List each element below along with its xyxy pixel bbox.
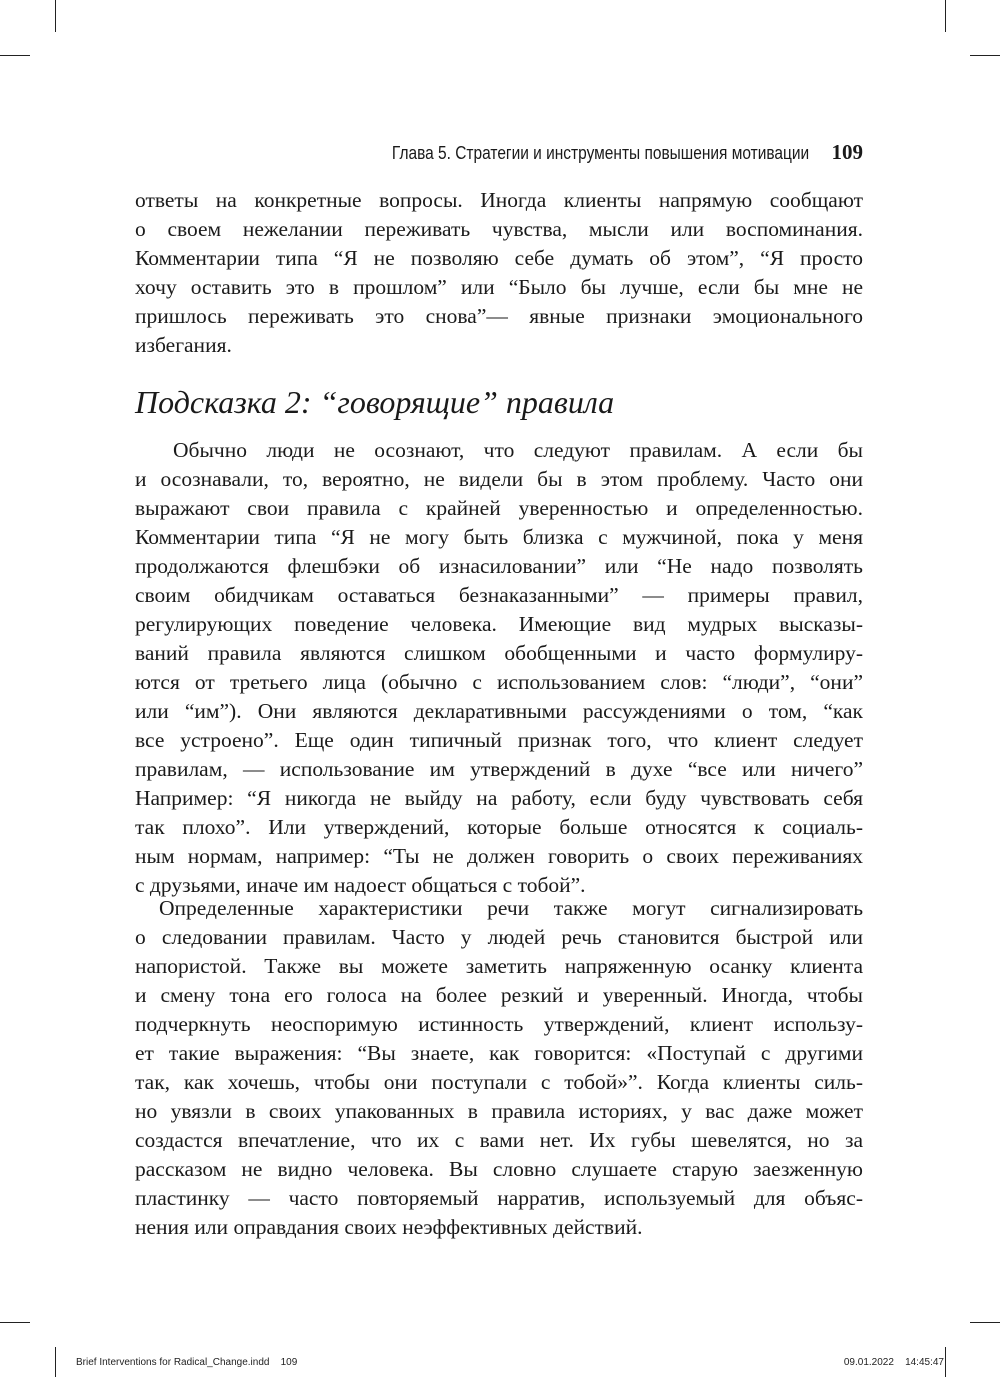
page-number: 109 bbox=[831, 140, 863, 164]
crop-mark bbox=[55, 1347, 56, 1377]
text-line: регулирующих поведение человека. Имеющие вид мудрых высказы- bbox=[135, 612, 863, 636]
text-line: о своем нежелании переживать чувства, мысли или воспоминания. bbox=[135, 217, 863, 241]
text-line: Комментарии типа “Я не позволяю себе думать об этом”, “Я просто bbox=[135, 246, 863, 270]
crop-mark bbox=[0, 55, 30, 56]
text-line: Определенные характеристики речи также могут сигнализировать bbox=[159, 896, 863, 920]
footer-timestamp bbox=[844, 1357, 944, 1368]
text-line: но увязли в своих упакованных в правила историях, у вас даже может bbox=[135, 1099, 863, 1123]
crop-mark bbox=[945, 0, 946, 32]
paragraph-2 bbox=[135, 436, 863, 900]
text-line: правилам, — использование им утверждений в духе “все или ничего” bbox=[135, 757, 863, 781]
text-line: или “им”). Они являются декларативными рассуждениями о том, “как bbox=[135, 699, 863, 723]
text-line: ются от третьего лица (обычно с использованием слов: “люди”, “они” bbox=[135, 670, 863, 694]
running-header bbox=[135, 140, 863, 165]
text-line: и осознавали, то, вероятно, не видели бы в этом проблему. Часто они bbox=[135, 467, 863, 491]
text-line: своим обидчикам оставаться безнаказанными” — примеры правил, bbox=[135, 583, 863, 607]
footer-file-info bbox=[76, 1357, 297, 1368]
text-line: ответы на конкретные вопросы. Иногда клиенты напрямую сообщают bbox=[135, 188, 863, 212]
text-line: все устроено”. Еще один типичный признак того, что клиент следует bbox=[135, 728, 863, 752]
text-line: подчеркнуть неоспоримую истинность утверждений, клиент использу- bbox=[135, 1012, 863, 1036]
crop-mark bbox=[0, 1322, 30, 1323]
text-line: рассказом не видно человека. Вы словно слушаете старую заезженную bbox=[135, 1157, 863, 1181]
crop-mark bbox=[970, 55, 1000, 56]
section-heading: Подсказка 2: “говорящие” правила bbox=[135, 384, 615, 420]
chapter-title: Глава 5. Стратегии и инструменты повышения мотивации bbox=[392, 143, 810, 163]
paragraph-3 bbox=[135, 894, 863, 1242]
text-line: о следовании правилам. Часто у людей речь становится быстрой или bbox=[135, 925, 863, 949]
text-line: продолжаются флешбэки об изнасиловании” или “Не надо позволять bbox=[135, 554, 863, 578]
crop-mark bbox=[970, 1322, 1000, 1323]
footer-date: 09.01.2022 bbox=[843, 1357, 894, 1368]
text-line: нения или оправдания своих неэффективных действий. bbox=[135, 1215, 643, 1239]
text-line: создастся впечатление, что их с вами нет. Их губы шевелятся, но за bbox=[135, 1128, 863, 1152]
text-line: пластинку — часто повторяемый нарратив, используемый для объяс- bbox=[135, 1186, 863, 1210]
text-line: напористой. Также вы можете заметить напряженную осанку клиента bbox=[135, 954, 863, 978]
text-line: Комментарии типа “Я не могу быть близка с мужчиной, пока у меня bbox=[135, 525, 863, 549]
text-line: так плохо”. Или утверждений, которые больше относятся к социаль- bbox=[135, 815, 863, 839]
text-line: с друзьями, иначе им надоест общаться с тобой”. bbox=[135, 873, 586, 897]
crop-mark bbox=[55, 0, 56, 32]
crop-mark bbox=[945, 1347, 946, 1377]
text-line: ет такие выражения: “Вы знаете, как говорится: «Поступай с другими bbox=[135, 1041, 863, 1065]
paragraph-1 bbox=[135, 186, 863, 360]
text-line: так, как хочешь, чтобы они поступали с тобой»”. Когда клиенты силь- bbox=[135, 1070, 863, 1094]
text-line: выражают свои правила с крайней уверенностью и определенностью. bbox=[135, 496, 863, 520]
text-line: Обычно люди не осознают, что следуют правилам. А если бы bbox=[173, 438, 863, 462]
footer-time: 14:45:47 bbox=[905, 1357, 944, 1368]
text-line: Например: “Я никогда не выйду на работу, если буду чувствовать себя bbox=[135, 786, 863, 810]
text-line: и смену тона его голоса на более резкий и уверенный. Иногда, чтобы bbox=[135, 983, 863, 1007]
footer-page: 109 bbox=[280, 1357, 298, 1368]
text-line: пришлось переживать это снова”— явные признаки эмоционального bbox=[135, 304, 863, 328]
footer-file-name: Brief Interventions for Radical_Change.indd bbox=[76, 1357, 270, 1368]
text-line: хочу оставить это в прошлом” или “Было бы лучше, если бы мне не bbox=[135, 275, 863, 299]
text-line: избегания. bbox=[135, 333, 232, 357]
text-line: ным нормам, например: “Ты не должен говорить о своих переживаниях bbox=[135, 844, 863, 868]
text-line: ваний правила являются слишком обобщенными и часто формулиру- bbox=[135, 641, 863, 665]
